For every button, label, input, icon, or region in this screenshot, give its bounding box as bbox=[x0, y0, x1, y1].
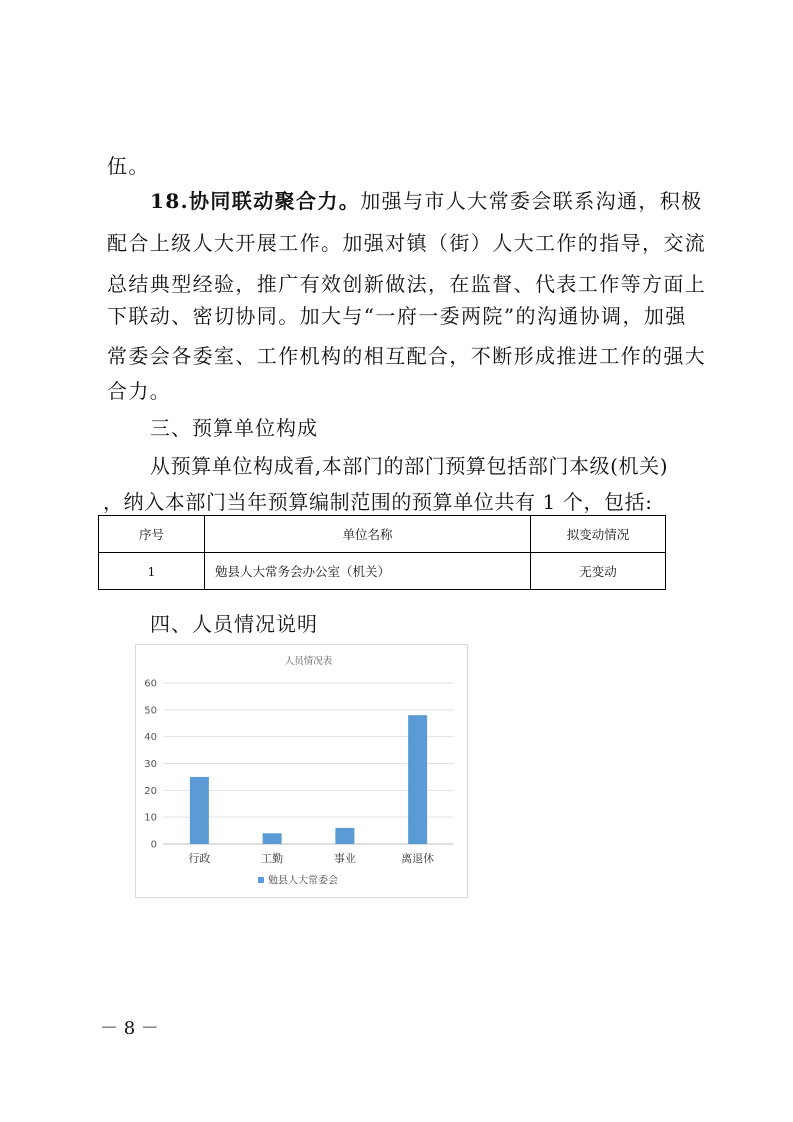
table-row bbox=[99, 553, 666, 590]
y-tick-label: 30 bbox=[144, 759, 157, 770]
legend-label: 勉县人大常委会 bbox=[268, 875, 338, 887]
budget-unit-table bbox=[98, 515, 666, 590]
bar-行政 bbox=[190, 777, 209, 844]
page-number: － 8 － bbox=[100, 1018, 159, 1039]
paragraph-18-first: 加强与市人大常委会联系沟通，积极 bbox=[360, 189, 703, 213]
section-3-line-2: ，纳入本部门当年预算编制范围的预算单位共有 1 个，包括: bbox=[103, 490, 653, 514]
y-tick-label: 20 bbox=[144, 785, 157, 797]
chart-title: 人员情况表 bbox=[284, 656, 333, 667]
y-tick-label: 40 bbox=[144, 732, 157, 744]
cell-unit-name: 勉县人大常务会办公室（机关） bbox=[205, 553, 531, 590]
x-tick-label: 行政 bbox=[188, 852, 211, 865]
y-tick-label: 10 bbox=[144, 812, 157, 824]
paragraph-18-title: 18.协同联动聚合力。 bbox=[150, 189, 361, 213]
table-header-row bbox=[99, 516, 666, 553]
paragraph-18-line-2: 配合上级人大开展工作。加强对镇（街）人大工作的指导，交流 bbox=[107, 231, 707, 255]
body-line-0: 伍。 bbox=[107, 154, 150, 178]
y-tick-label: 50 bbox=[144, 705, 157, 717]
staff-bar-chart bbox=[136, 645, 467, 897]
section-4-title: 四、人员情况说明 bbox=[150, 612, 318, 636]
header-index: 序号 bbox=[99, 516, 205, 553]
paragraph-18-line-6: 合力。 bbox=[107, 379, 172, 403]
header-change: 拟变动情况 bbox=[531, 516, 666, 553]
bar-工勤 bbox=[263, 833, 282, 844]
paragraph-18-line-4: 下联动、密切协同。加大与“一府一委两院”的沟通协调，加强 bbox=[107, 304, 687, 328]
header-unit-name: 单位名称 bbox=[205, 516, 531, 553]
cell-change: 无变动 bbox=[531, 553, 666, 590]
paragraph-18-line-1 bbox=[150, 185, 703, 214]
legend-swatch bbox=[258, 877, 264, 883]
cell-index: 1 bbox=[99, 553, 205, 590]
bar-离退休 bbox=[408, 715, 427, 844]
x-tick-label: 工勤 bbox=[261, 852, 284, 865]
paragraph-18-line-3: 总结典型经验，推广有效创新做法，在监督、代表工作等方面上 bbox=[107, 272, 707, 296]
section-3-title: 三、预算单位构成 bbox=[150, 416, 318, 440]
x-tick-label: 事业 bbox=[333, 852, 356, 865]
y-tick-label: 0 bbox=[150, 839, 157, 851]
staff-chart bbox=[135, 644, 468, 898]
bar-事业 bbox=[335, 828, 354, 844]
section-3-line-1: 从预算单位构成看,本部门的部门预算包括部门本级(机关) bbox=[150, 454, 669, 478]
paragraph-18-line-5: 常委会各委室、工作机构的相互配合，不断形成推进工作的强大 bbox=[107, 344, 707, 368]
x-tick-label: 离退休 bbox=[401, 852, 435, 865]
y-tick-label: 60 bbox=[144, 678, 157, 690]
